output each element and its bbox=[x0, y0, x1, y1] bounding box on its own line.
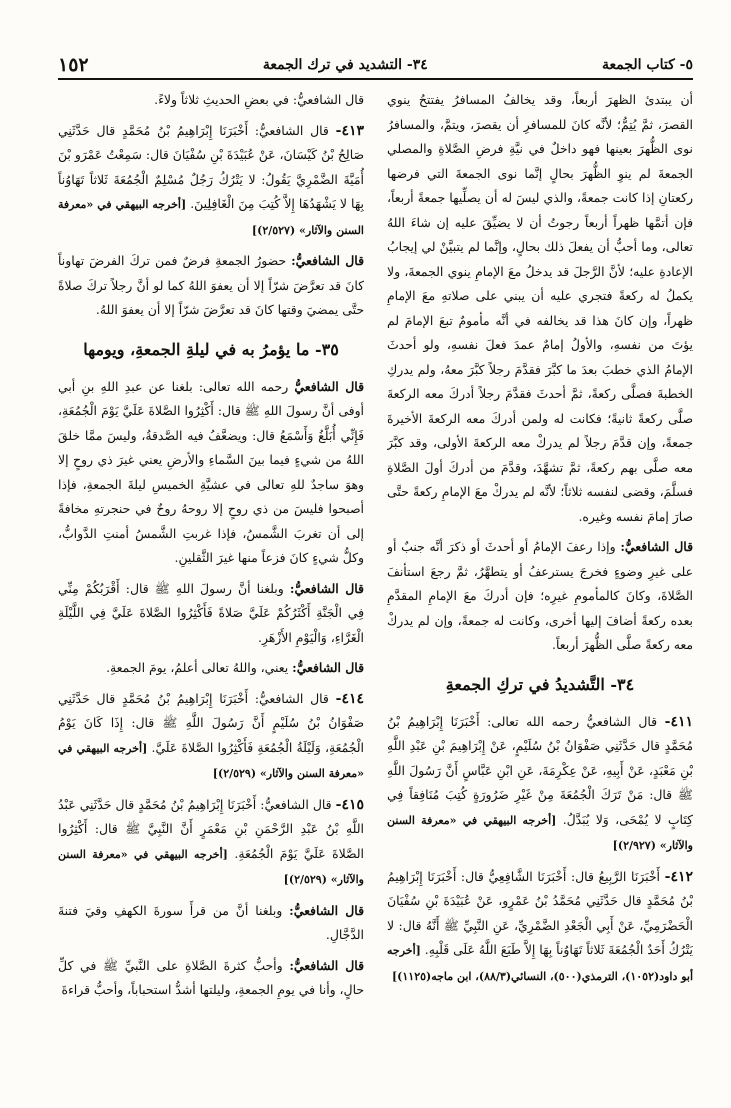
hadith-415 bbox=[58, 793, 364, 893]
book-title: ٥- كتاب الجمعة bbox=[602, 57, 693, 73]
hadith-text: قال الشافعيُّ: أَخْبَرَنَا إِبْرَاهِيمُ بْنُ مُحَمَّدٍ قال حَدَّثَنِي صَالِحُ بْنُ كَيْسَانَ، عَنْ عُبَيْدَةَ بْنِ سُفْيَانَ قال: سَمِعْتُ عَمْرَو بْنَ أُمَيَّةَ الضَّمْرِيَّ يَقُولُ: لا يَتْرُكُ رَجُلٌ مُسْلِمٌ الْجُمُعَةَ ثَلاثاً تَهَاوُناً بِهَا لا يَشْهَدُهَا إِلاَّ كُتِبَ مِنَ الْغَافِلِينَ. bbox=[58, 122, 364, 211]
paragraph-text: رحمه الله تعالى: بلغنا عن عبدِ اللهِ بنِ أبي أوفى أنَّ رسولَ اللهِ ﷺ قال: أَكْثِرُوا الصَّلاةَ عَلَيَّ يَوْمَ الْجُمُعَةِ، فَإِنِّي أُبَلَّغُ وَأَسْمَعُ قال: ويضعَّفُ فيه الصَّدقةُ، وليسَ ممَّا خلقَ اللهُ من شيءٍ فيما بينَ السَّماءِ والأرضِ يعني غيرَ ذي روحٍ إلا وهوَ ساجدٌ للهِ تعالى في عشيَّةِ الخميسِ ليلةَ الجمعةِ، فإذا أصبحوا فليسَ من ذي روحٍ إلا روحهُ روحٌ في حنجرتهِ مخافةً إلى أن تغربَ الشَّمسُ، فإذا غربتِ الشَّمسُ أمنتِ الدَّوابُّ، وكلُّ شيءٍ كانَ فزعاً منها غيرَ الثَّقلينِ. bbox=[58, 378, 364, 565]
hadith-number: ٤١١- bbox=[664, 713, 693, 730]
hadith-number: ٤١٥- bbox=[335, 796, 364, 813]
paragraph: قال الشافعيُّ: في بعضِ الحديثِ ثلاثاً ولاءً. bbox=[154, 92, 364, 107]
paragraph bbox=[58, 375, 364, 571]
paragraph-text: وأحبُّ كثرةَ الصَّلاةِ على النَّبيِّ ﷺ في كلِّ حالٍ، وأنا في يومِ الجمعةِ، وليلتها أشدُّ استحباباً، وأحبُّ قراءةَ bbox=[58, 957, 364, 997]
paragraph-text: وبلغنا أنَّ من قرأَ سورةَ الكهفِ وقيَ فتنةَ الدَّجَّالِ. bbox=[58, 902, 364, 942]
paragraph-text: حضورُ الجمعةِ فرضٌ فمن تركَ الفرضَ تهاوناً كانَ قد تعرَّضَ شرّاً إلا أن يعفوَ اللهُ كما لو أنَّ رجلاً تركَ صلاةً حتَّى يمضيَ وقتها كانَ قد تعرَّضَ شرّاً إلا أن يعفوَ اللهُ. bbox=[58, 253, 364, 317]
section-heading-34: ٣٤- التَّشديدُ في تركِ الجمعةِ bbox=[445, 674, 635, 694]
paragraph bbox=[58, 899, 364, 948]
paragraph bbox=[58, 249, 364, 323]
left-column bbox=[58, 88, 364, 1098]
hadith-source: [أخرجه البيهقي في «معرفة السنن والآثار» (٢/٥٢٩)] bbox=[58, 847, 364, 886]
paragraph-text: وإذا رعفَ الإمامُ أو أحدثَ أو ذكرَ أنَّه جنبٌ أو على غيرِ وضوءٍ فخرجَ يسترعفُ أو يتطهَّرُ، ثمَّ رجعَ استأنفَ الصَّلاةَ، وكانَ كالمأمومِ غيرِه؛ فإن أدركَ معَ الإمامِ المقدَّمِ بعده ركعةً أضافَ إليها أخرى، وكانت له جمعةً، وإن لم يدركْ معه ركعةً صلَّى الظُّهرَ أربعاً. bbox=[387, 539, 693, 652]
hadith-414 bbox=[58, 687, 364, 787]
hadith-source: [أخرجه البيهقي في «معرفة السنن والآثار» (٢/٥٢٧)] bbox=[58, 198, 364, 237]
paragraph: أن يبتدئ الظهرَ أربعاً، وقد يخالفُ المسافرُ يفتتحُ ينوي القصرَ، ثمَّ يُتِمُّ؛ لأنَّه كانَ للمسافرِ أن يقصرَ، ويتمَّ، والمسافرُ نوى الظُّهرَ بعينها فهو داخلٌ في نيَّةِ فرضِ الصَّلاةِ والمصلي الجمعةَ لم ينوِ الظُّهرَ بحالٍ إنَّما نوى الجمعةَ التي فرضها ركعتانِ إذا كانت جمعةً، والذي ليسَ له أن يصلِّيها جمعةً أربعاً، فإن أتمَّها ظهراً أربعاً رجوتُ أن لا يضيِّقَ عليه إن شاءَ اللهُ تعالى، وما أحبُّ أن يفعلَ ذلك بحالٍ، وإنَّما لم يتبيَّنْ لي إيجابُ الإعادةِ عليه؛ لأنَّ الرَّجلَ قد يدخلُ معَ الإمامِ ينوي الجمعةَ، ولا يكملُ له ركعةً فتجري عليه أن يبني على صلاتهِ معَ الإمامِ ظهراً، وإن كانَ هذا قد يخالفه في أنَّه مأمومٌ تبعَ الإمامَ لم يؤتَ من نفسهِ، والأولُ إمامٌ عمدَ فعلَ نفسهِ، ولو أحدثَ الإمامُ الذي خطبَ بعدَ ما كبَّرَ فقدَّمَ رجلاً كبَّرَ معهُ، ولم يدركِ الخطبةَ فصلَّى ركعةً، ثمَّ أحدثَ فقدَّمَ رجلاً أدركَ معه الركعةَ صلَّى ركعةً ثانيةً؛ فكانت له ولمن أدركَ معه الركعةَ الأخيرةَ جمعةً، وإن قدَّمَ رجلاً لم يدركْ معه الركعةَ الأولى، وقد كبَّرَ معه صلَّى بهم ركعةً، ثمَّ تشهَّدَ، وقدَّمَ من أدركَ أولَ الصَّلاةِ فسلَّمَ، وقضى لنفسه ثلاثاً؛ لأنَّه لم يدركْ معَ الإمامِ ركعةً حتَّى صارَ إمامَ نفسه وغيره. bbox=[387, 92, 693, 524]
hadith-text: قال الشافعيُّ: أَخْبَرَنَا إِبْرَاهِيمُ بْنُ مُحَمَّدٍ قال حَدَّثَنِي عَبْدُ اللَّهِ بْنُ عَبْدِ الرَّحْمَنِ بْنِ مَعْمَرٍ أَنَّ النَّبِيَّ ﷺ قال: أَكْثِرُوا الصَّلاةَ عَلَيَّ يَوْمَ الْجُمُعَةِ. bbox=[58, 796, 364, 861]
paragraph bbox=[58, 577, 364, 651]
paragraph bbox=[58, 656, 364, 681]
speaker-label: قال الشافعيُّ: bbox=[292, 660, 364, 675]
hadith-number: ٤١٣- bbox=[335, 122, 364, 139]
right-column bbox=[387, 88, 693, 1098]
paragraph bbox=[387, 535, 693, 658]
hadith-text: قال الشافعيُّ: أَخْبَرَنَا إِبْرَاهِيمُ بْنُ مُحَمَّدٍ قال حَدَّثَنِي صَفْوَانُ بْنُ سُلَيْمٍ أَنَّ رَسُولَ اللَّهِ ﷺ قال: إِذَا كَانَ يَوْمُ الْجُمُعَةِ، وَلَيْلَةُ الْجُمُعَةِ فَأَكْثِرُوا الصَّلاةَ عَلَيَّ. bbox=[58, 690, 364, 755]
chapter-title: ٣٤- التشديد في ترك الجمعة bbox=[262, 57, 428, 73]
hadith-412 bbox=[387, 865, 693, 990]
hadith-text: أَخْبَرَنَا الرَّبِيعُ قال: أَخْبَرَنَا الشَّافِعِيُّ قال: أَخْبَرَنَا إِبْرَاهِيمُ بْنُ مُحَمَّدٍ قال حَدَّثَنِي مُحَمَّدُ بْنُ عَمْرٍو، عَنْ عُبَيْدَةَ بْنِ سُفْيَانَ الْحَضْرَمِيِّ، عَنْ أَبِي الْجَعْدِ الضَّمْرِيِّ، عَنِ النَّبِيِّ ﷺ أَنَّهُ قال: لا يَتْرُكُ أَحَدٌ الْجُمُعَةَ ثَلاثاً تَهَاوُناً بِهَا إِلاَّ طَبَعَ اللَّهُ عَلَى قَلْبِهِ. bbox=[387, 868, 693, 957]
speaker-label: قال الشافعيُّ bbox=[294, 378, 364, 394]
paragraph bbox=[58, 954, 364, 1003]
paragraph-text: يعني، واللهُ تعالى أعلمُ، يومَ الجمعةِ. bbox=[106, 660, 289, 675]
speaker-label: قال الشافعيُّ: bbox=[289, 957, 364, 973]
hadith-source: [أخرجه البيهقي في «معرفة السنن والآثار» (٢/٩٢٧)] bbox=[387, 813, 693, 852]
speaker-label: قال الشافعيُّ: bbox=[620, 539, 693, 554]
hadith-source: [أخرجه أبو داود(١٠٥٢)، الترمذي(٥٠٠)، النسائي(٨٨/٣)، ابن ماجه(١١٢٥)] bbox=[387, 944, 693, 983]
hadith-source: [أخرجه البيهقي في «معرفة السنن والآثار» (٢/٥٢٩)] bbox=[58, 741, 364, 780]
speaker-label: قال الشافعيُّ: bbox=[291, 253, 364, 268]
running-header bbox=[58, 52, 693, 80]
speaker-label: قال الشافعيُّ: bbox=[289, 902, 364, 918]
hadith-413 bbox=[58, 119, 364, 244]
hadith-411 bbox=[387, 710, 693, 859]
page-number: ١٥٢ bbox=[58, 54, 89, 76]
section-heading-35: ٣٥- ما يؤمرُ به في ليلةِ الجمعةِ، ويومها bbox=[83, 339, 339, 359]
hadith-number: ٤١٤- bbox=[335, 690, 364, 707]
speaker-label: قال الشافعيُّ: bbox=[289, 580, 364, 596]
hadith-text: قال الشافعيُّ رحمه الله تعالى: أَخْبَرَنَا إِبْرَاهِيمُ بْنُ مُحَمَّدٍ قال حَدَّثَنِي صَفْوَانُ بْنُ سُلَيْمٍ، عَنْ إِبْرَاهِيمَ بْنِ عَبْدِ اللَّهِ بْنِ مَعْبَدٍ، عَنْ أَبِيهِ، عَنْ عِكْرِمَةَ، عَنِ ابْنِ عَبَّاسٍ أَنَّ رَسُولَ اللَّهِ ﷺ قال: مَنْ تَرَكَ الْجُمُعَةَ مِنْ غَيْرِ ضَرُورَةٍ كُتِبَ مُنَافِقاً فِي كِتَابٍ لا يُمْحَى، وَلا يُبَدَّلُ. bbox=[387, 713, 693, 827]
paragraph-text: وبلغنا أنَّ رسولَ اللهِ ﷺ قال: أَقْرَبُكُمْ مِنِّي فِي الْجَنَّةِ أَكْثَرُكُمْ عَلَيَّ صَلاةً فَأَكْثِرُوا الصَّلاةَ عَلَيَّ فِي اللَّيْلَةِ الْغَرَّاءِ، وَالْيَوْمِ الأَزْهَرِ. bbox=[58, 580, 364, 645]
hadith-number: ٤١٢- bbox=[664, 868, 693, 885]
